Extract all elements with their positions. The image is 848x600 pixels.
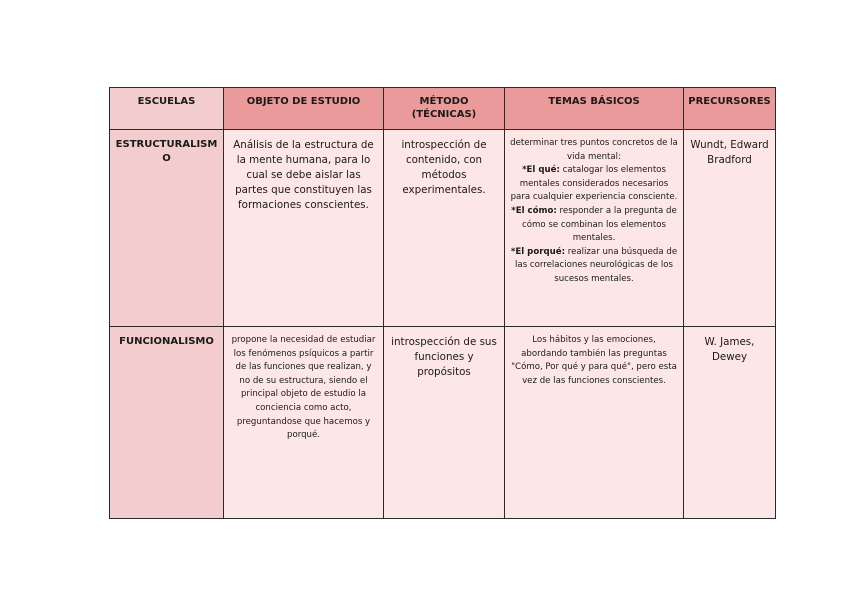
temas-como-label: *El cómo:	[511, 205, 557, 216]
school-cell-estructuralismo	[110, 130, 224, 327]
objeto-cell-funcionalismo	[224, 327, 384, 519]
metodo-text: introspección de sus funciones y propósitos	[391, 336, 497, 378]
table-row-funcionalismo	[110, 327, 776, 519]
temas-text	[505, 130, 683, 287]
precursores-cell-funcionalismo	[684, 327, 776, 519]
header-metodo-line1: MÉTODO	[419, 96, 469, 107]
precursores-cell-estructuralismo	[684, 130, 776, 327]
temas-que-label: *El qué:	[522, 165, 560, 176]
temas-como	[510, 205, 678, 246]
header-precursores-label: PRECURSORES	[688, 96, 771, 107]
school-cell-funcionalismo	[110, 327, 224, 519]
header-metodo	[384, 88, 505, 130]
temas-porque	[510, 246, 678, 287]
metodo-cell-estructuralismo	[384, 130, 505, 327]
objeto-text: propone la necesidad de estudiar los fenómenos psíquicos a partir de las funciones que realizan, y no de su estructura, siendo el principal objeto de estudio la conciencia como acto, preguntandose que hacemos y porqué.	[231, 335, 376, 441]
temas-text: Los hábitos y las emociones, abordando también las preguntas "Cómo, Por qué y para qué", pero esta vez de las funciones conscientes.	[511, 335, 677, 386]
metodo-cell-funcionalismo	[384, 327, 505, 519]
school-name: FUNCIONALISMO	[119, 336, 214, 347]
header-row	[110, 88, 776, 130]
school-name-line1: ESTRUCTURALISM	[115, 139, 218, 150]
header-temas	[505, 88, 684, 130]
temas-cell-estructuralismo	[505, 130, 684, 327]
header-temas-label: TEMAS BÁSICOS	[548, 96, 640, 107]
temas-porque-text: realizar una búsqueda de las correlaciones neurológicas de los sucesos mentales.	[515, 246, 678, 284]
precursores-text: Wundt, Edward Bradford	[690, 139, 769, 166]
header-escuelas	[110, 88, 224, 130]
temas-cell-funcionalismo	[505, 327, 684, 519]
temas-intro: determinar tres puntos concretos de la vida mental:	[510, 138, 678, 162]
temas-como-text: responder a la pregunta de cómo se combinan los elementos mentales.	[522, 205, 677, 244]
temas-porque-label: *El porqué:	[510, 246, 566, 257]
school-name-line2: O	[162, 153, 171, 164]
header-objeto-label: OBJETO DE ESTUDIO	[246, 96, 361, 107]
header-precursores	[684, 88, 776, 130]
header-metodo-label	[384, 88, 504, 121]
metodo-text: introspección de contenido, con métodos experimentales.	[401, 139, 487, 196]
temas-que-text: catalogar los elementos mentales considerados necesarios para cualquier experiencia consciente.	[510, 165, 678, 203]
objeto-text: Análisis de la estructura de la mente humana, para lo cual se debe aislar las partes que constituyen las formaciones conscientes.	[233, 139, 374, 211]
header-escuelas-label: ESCUELAS	[137, 96, 196, 107]
table-row-estructuralismo	[110, 130, 776, 327]
temas-que	[510, 164, 678, 205]
precursores-text: W. James, Dewey	[704, 336, 755, 363]
objeto-cell-estructuralismo	[224, 130, 384, 327]
header-objeto	[224, 88, 384, 130]
schools-table	[109, 87, 776, 519]
header-metodo-line2: (TÉCNICAS)	[411, 109, 477, 120]
